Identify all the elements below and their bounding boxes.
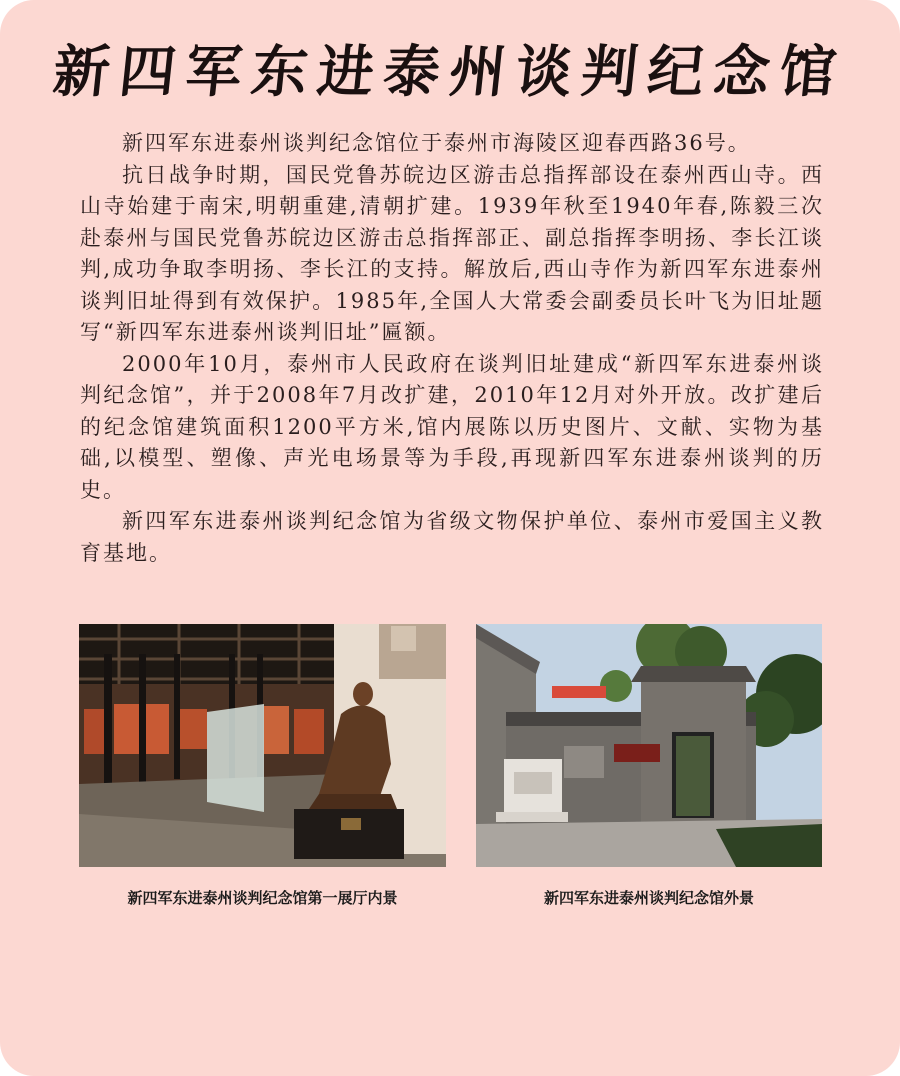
paragraph-history: 抗日战争时期，国民党鲁苏皖边区游击总指挥部设在泰州西山寺。西山寺始建于南宋,明朝重建,清朝扩建。1939年秋至1940年春,陈毅三次赴泰州与国民党鲁苏皖边区游击总指挥部正、副总指挥李明扬、李长江谈判,成功争取李明扬、李长江的支持。解放后,西山寺作为新四军东进泰州谈判旧址得到有效保护。1985年,全国人大常委会副委员长叶飞为旧址题写“新四军东进泰州谈判旧址”匾额。	[80, 162, 824, 344]
memorial-exterior-caption: 新四军东进泰州谈判纪念馆外景	[543, 889, 754, 907]
exhibition-hall-caption: 新四军东进泰州谈判纪念馆第一展厅内景	[127, 889, 398, 907]
paragraph-status: 新四军东进泰州谈判纪念馆为省级文物保护单位、泰州市爱国主义教育基地。	[80, 509, 824, 565]
memorial-exterior-photo	[476, 624, 822, 867]
article-body	[80, 128, 824, 569]
page-title: 新四军东进泰州谈判纪念馆	[50, 39, 850, 105]
exhibition-hall-photo	[79, 624, 446, 867]
paragraph-museum: 2000年10月，泰州市人民政府在谈判旧址建成“新四军东进泰州谈判纪念馆”，并于2008年7月改扩建，2010年12月对外开放。改扩建后的纪念馆建筑面积1200平方米,馆内展陈以历史图片、文献、实物为基础,以模型、塑像、声光电场景等为手段,再现新四军东进泰州谈判的历史。	[80, 351, 824, 502]
paragraph-location: 新四军东进泰州谈判纪念馆位于泰州市海陵区迎春西路36号。	[122, 131, 751, 155]
